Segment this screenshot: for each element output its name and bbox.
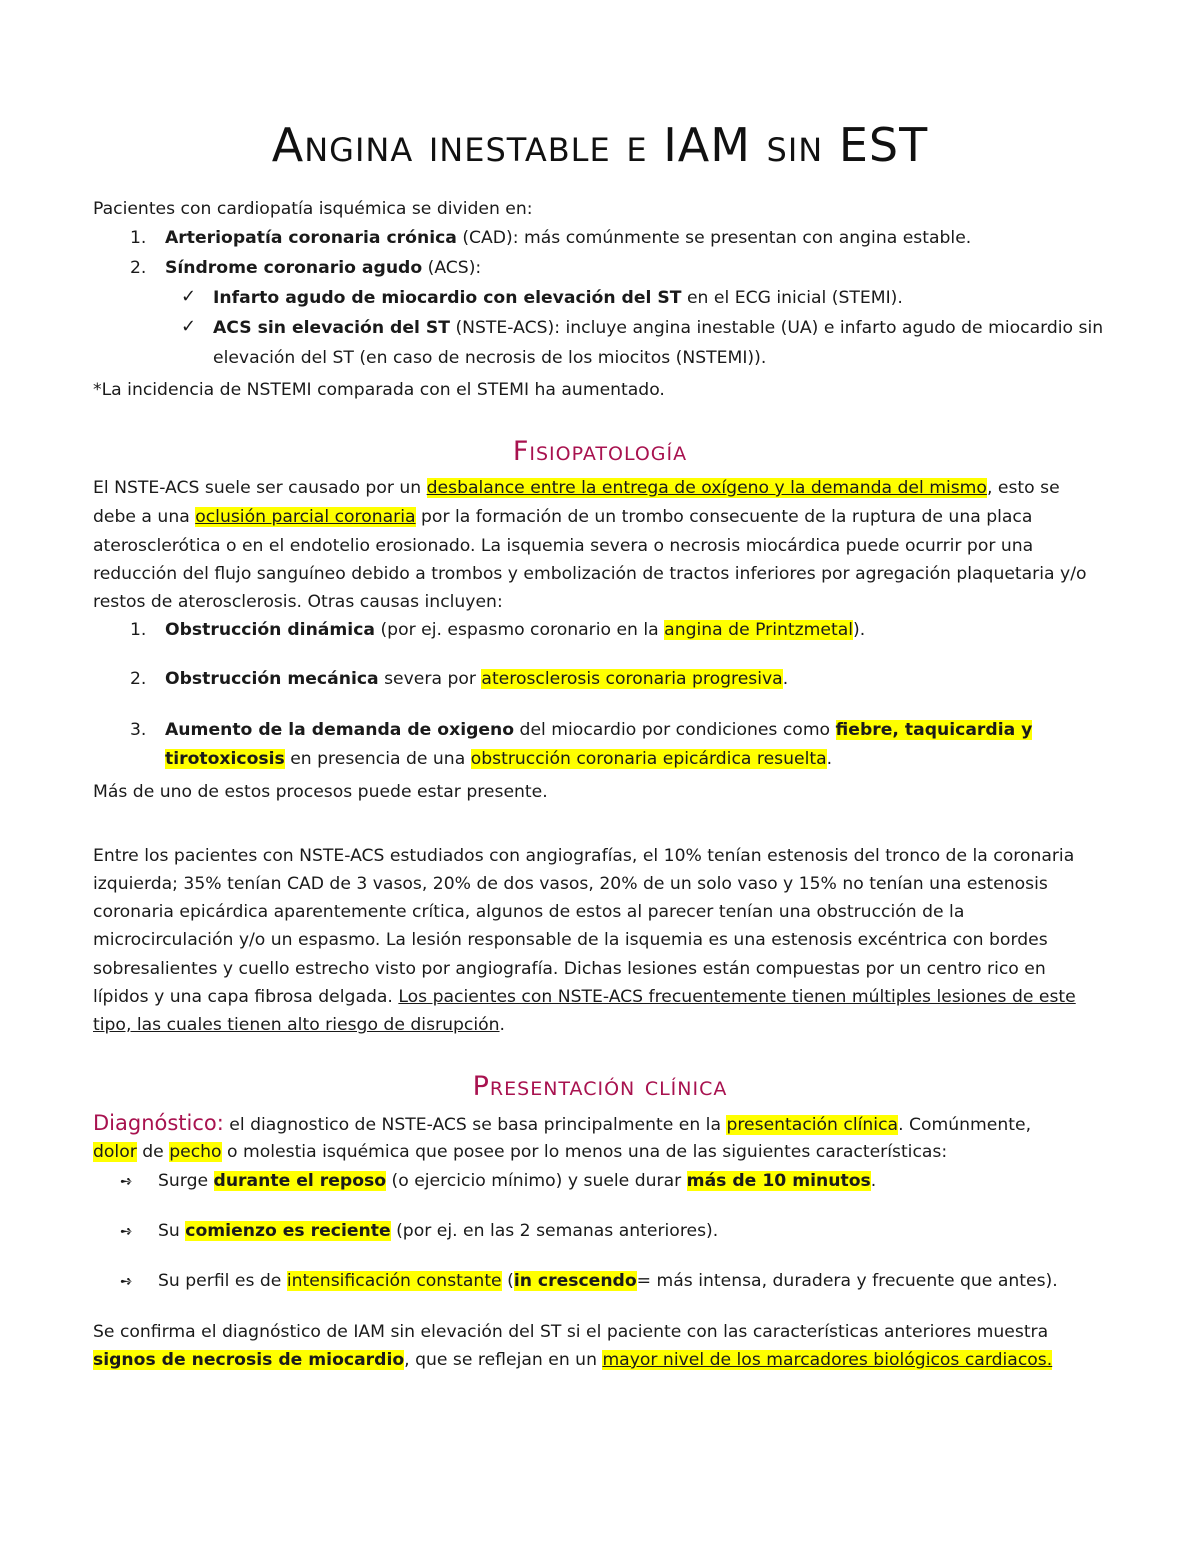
list-item: Su comienzo es reciente (por ej. en las 2 semanas anteriores). bbox=[158, 1221, 719, 1241]
arrow-bullet-icon: ➺ bbox=[120, 1172, 133, 1190]
paragraph-line: reducción del flujo sanguíneo debido a trombos y embolización de tractos inferiores por agregación plaquetaria y/o bbox=[93, 564, 1087, 584]
paragraph-line: tipo, las cuales tienen alto riesgo de disrupción. bbox=[93, 1015, 505, 1035]
arrow-bullet-icon: ➺ bbox=[120, 1222, 133, 1240]
list-number: 1. bbox=[130, 620, 147, 640]
paragraph-line: lípidos y una capa fibrosa delgada. Los pacientes con NSTE-ACS frecuentemente tienen múltiples lesiones de este bbox=[93, 987, 1076, 1007]
paragraph-line: Más de uno de estos procesos puede estar presente. bbox=[93, 782, 548, 802]
list-item: Arteriopatía coronaria crónica (CAD): más comúnmente se presentan con angina estable. bbox=[165, 228, 972, 248]
paragraph-line: El NSTE-ACS suele ser causado por un desbalance entre la entrega de oxígeno y la demanda del mismo, esto se bbox=[93, 478, 1060, 498]
paragraph-line: restos de aterosclerosis. Otras causas incluyen: bbox=[93, 592, 503, 612]
list-item: Síndrome coronario agudo (ACS): bbox=[165, 258, 482, 278]
list-item-continuation: tirotoxicosis en presencia de una obstrucción coronaria epicárdica resuelta. bbox=[165, 749, 833, 769]
note-text: *La incidencia de NSTEMI comparada con el STEMI ha aumentado. bbox=[93, 380, 665, 400]
list-item: Infarto agudo de miocardio con elevación del ST en el ECG inicial (STEMI). bbox=[213, 288, 903, 308]
list-item: Aumento de la demanda de oxigeno del miocardio por condiciones como fiebre, taquicardia y bbox=[165, 720, 1033, 740]
paragraph-line: signos de necrosis de miocardio, que se reflejan en un mayor nivel de los marcadores biológicos cardiacos. bbox=[93, 1350, 1053, 1370]
paragraph-line: debe a una oclusión parcial coronaria por la formación de un trombo consecuente de la ruptura de una placa bbox=[93, 507, 1033, 527]
paragraph-line: aterosclerótica o en el endotelio erosionado. La isquemia severa o necrosis miocárdica puede ocurrir por una bbox=[93, 536, 1034, 556]
list-item: Obstrucción dinámica (por ej. espasmo coronario en la angina de Printzmetal). bbox=[165, 620, 866, 640]
paragraph-line: dolor de pecho o molestia isquémica que posee por lo menos una de las siguientes características: bbox=[93, 1142, 948, 1162]
list-number: 2. bbox=[130, 669, 147, 689]
paragraph-line: Diagnóstico: el diagnostico de NSTE-ACS se basa principalmente en la presentación clínica. Comúnmente, bbox=[93, 1111, 1032, 1135]
paragraph-line: microcirculación y/o un espasmo. La lesión responsable de la isquemia es una estenosis excéntrica con bordes bbox=[93, 930, 1048, 950]
paragraph-line: Se confirma el diagnóstico de IAM sin elevación del ST si el paciente con las características anteriores muestra bbox=[93, 1322, 1049, 1342]
section-heading-fisiopatologia: Fisiopatología bbox=[512, 436, 688, 467]
paragraph-line: sobresalientes y cuello estrecho visto por angiografía. Dichas lesiones están compuestas por un centro rico en bbox=[93, 959, 1046, 979]
intro-lead: Pacientes con cardiopatía isquémica se dividen en: bbox=[93, 199, 533, 219]
list-item: Obstrucción mecánica severa por aterosclerosis coronaria progresiva. bbox=[165, 669, 789, 689]
diagnostico-label: Diagnóstico: bbox=[93, 1111, 224, 1135]
paragraph-line: coronaria epicárdica aparentemente crítica, algunos de estos al parecer tenían una obstrucción de la bbox=[93, 902, 965, 922]
list-number: 3. bbox=[130, 720, 147, 740]
check-icon: ✓ bbox=[181, 316, 197, 337]
list-item: Su perfil es de intensificación constante (in crescendo= más intensa, duradera y frecuente que antes). bbox=[158, 1271, 1058, 1291]
list-item: ACS sin elevación del ST (NSTE-ACS): incluye angina inestable (UA) e infarto agudo de miocardio sin bbox=[213, 318, 1104, 338]
list-number: 2. bbox=[130, 258, 147, 278]
check-icon: ✓ bbox=[181, 286, 197, 307]
section-heading-presentacion: Presentación clínica bbox=[472, 1071, 728, 1102]
list-item: Surge durante el reposo (o ejercicio mínimo) y suele durar más de 10 minutos. bbox=[158, 1171, 877, 1191]
paragraph-line: Entre los pacientes con NSTE-ACS estudiados con angiografías, el 10% tenían estenosis del tronco de la coronaria bbox=[93, 846, 1075, 866]
list-number: 1. bbox=[130, 228, 147, 248]
list-item-continuation: elevación del ST (en caso de necrosis de los miocitos (NSTEMI)). bbox=[213, 348, 767, 368]
paragraph-line: izquierda; 35% tenían CAD de 3 vasos, 20% de dos vasos, 20% de un solo vaso y 15% no tenían una estenosis bbox=[93, 874, 1048, 894]
page-title: Angina inestable e IAM sin EST bbox=[271, 118, 929, 172]
arrow-bullet-icon: ➺ bbox=[120, 1272, 133, 1290]
